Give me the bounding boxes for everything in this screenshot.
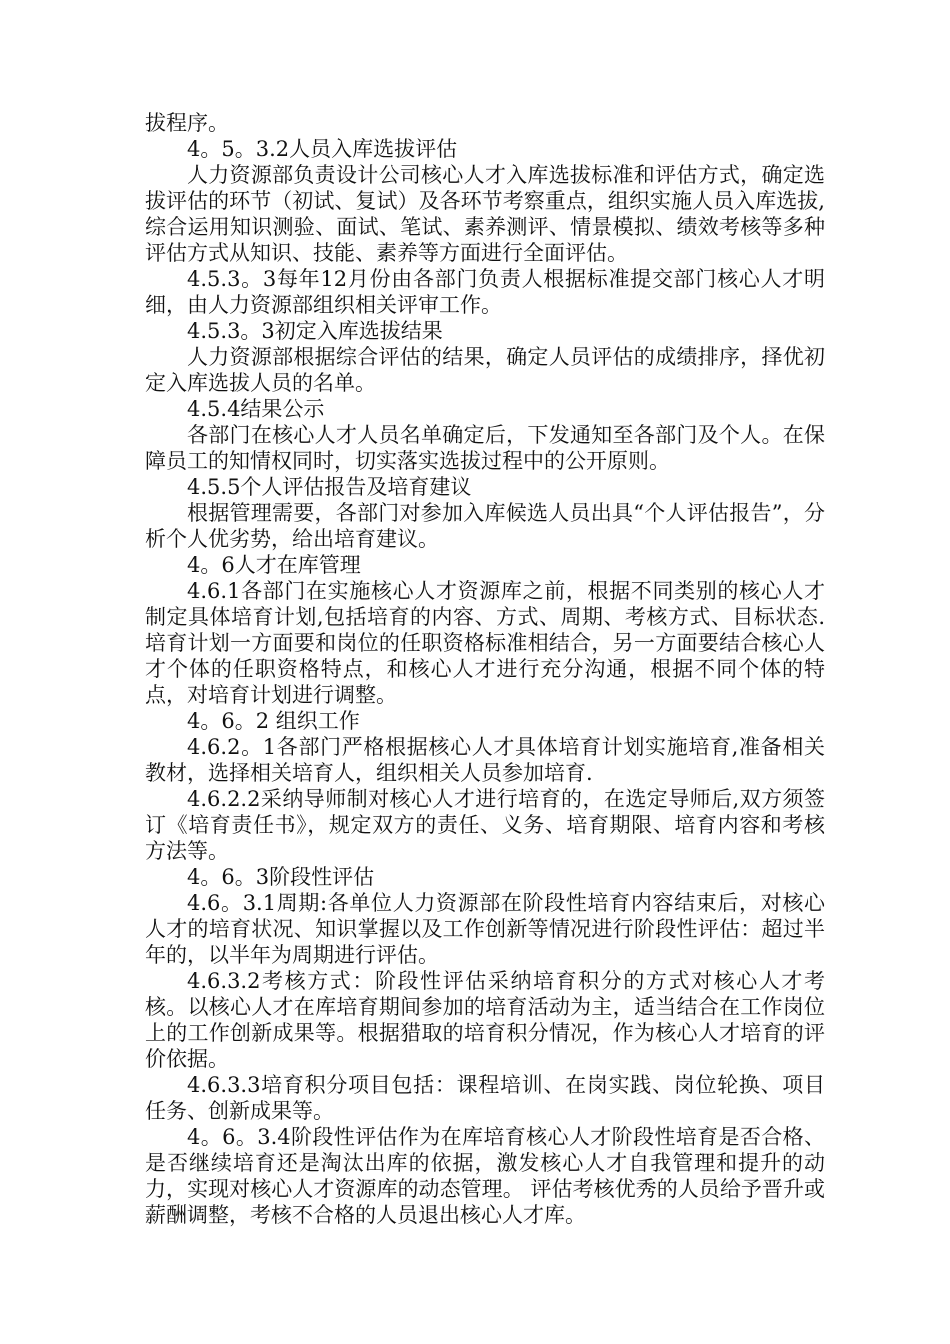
paragraph: 4。6。3.4阶段性评估作为在库培育核心人才阶段性培育是否合格、是否继续培育还是淘汰出库的依据，激发核心人才自我管理和提升的动力，实现对核心人才资源库的动态管理。 评估考核优秀的人员给予晋升或薪酬调整，考核不合格的人员退出核心人才库。	[145, 1125, 825, 1227]
paragraph: 4.6.2。1各部门严格根据核心人才具体培育计划实施培育,准备相关教材，选择相关培育人，组织相关人员参加培育.	[145, 735, 825, 785]
heading-4-6-3: 4。6。3阶段性评估	[187, 865, 375, 889]
paragraph: 人力资源部负责设计公司核心人才入库选拔标准和评估方式，确定选拔评估的环节（初试、复试）及各环节考察重点，组织实施人员入库选拔,综合运用知识测验、面试、笔试、素养测评、情景模拟、绩效考核等多种评估方式从知识、技能、素养等方面进行全面评估。	[145, 163, 825, 265]
document-body	[145, 110, 825, 1228]
paragraph: 4.6。3.1周期:各单位人力资源部在阶段性培育内容结束后，对核心人才的培育状况、知识掌握以及工作创新等情况进行阶段性评估：超过半年的，以半年为周期进行评估。	[145, 891, 825, 967]
paragraph: 4.6.1各部门在实施核心人才资源库之前，根据不同类别的核心人才制定具体培育计划,包括培育的内容、方式、周期、考核方式、目标状态.培育计划一方面要和岗位的任职资格标准相结合，另一方面要结合核心人才个体的任职资格特点，和核心人才进行充分沟通，根据不同个体的特点，对培育计划进行调整。	[145, 579, 825, 707]
heading-4-5-3-2: 4。5。3.2人员入库选拔评估	[187, 137, 458, 161]
paragraph-continuation: 拔程序。	[145, 111, 229, 135]
paragraph: 各部门在核心人才人员名单确定后，下发通知至各部门及个人。在保障员工的知情权同时，切实落实选拔过程中的公开原则。	[145, 423, 825, 473]
heading-4-5-3-3: 4.5.3。3初定入库选拔结果	[187, 319, 443, 343]
heading-4-5-4: 4.5.4结果公示	[187, 397, 325, 421]
paragraph: 4.6.3.2考核方式：阶段性评估采纳培育积分的方式对核心人才考核。以核心人才在库培育期间参加的培育活动为主，适当结合在工作岗位上的工作创新成果等。根据猎取的培育积分情况，作为核心人才培育的评价依据。	[145, 969, 825, 1071]
paragraph: 根据管理需要，各部门对参加入库候选人员出具“个人评估报告”，分析个人优劣势，给出培育建议。	[145, 501, 825, 551]
heading-4-6-2: 4。6。2 组织工作	[187, 709, 360, 733]
paragraph: 人力资源部根据综合评估的结果，确定人员评估的成绩排序，择优初定入库选拔人员的名单。	[145, 345, 825, 395]
paragraph: 4.6.3.3培育积分项目包括：课程培训、在岗实践、岗位轮换、项目任务、创新成果等。	[145, 1073, 825, 1123]
heading-4-6: 4。6人才在库管理	[187, 553, 361, 577]
paragraph: 4.6.2.2采纳导师制对核心人才进行培育的，在选定导师后,双方须签订《培育责任书》，规定双方的责任、义务、培育期限、培育内容和考核方法等。	[145, 787, 825, 863]
paragraph: 4.5.3。3每年12月份由各部门负责人根据标准提交部门核心人才明细，由人力资源部组织相关评审工作。	[145, 267, 825, 317]
heading-4-5-5: 4.5.5个人评估报告及培育建议	[187, 475, 472, 499]
